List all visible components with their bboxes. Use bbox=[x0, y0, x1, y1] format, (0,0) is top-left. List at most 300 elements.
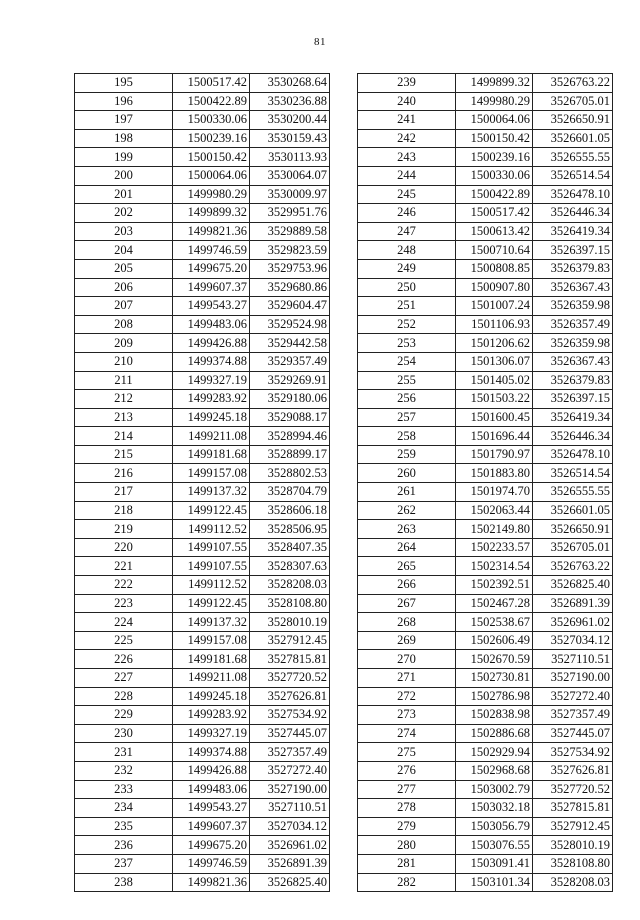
y-coordinate-cell: 3526397.15 bbox=[533, 390, 613, 409]
y-coordinate-cell: 3528307.63 bbox=[250, 557, 330, 576]
x-coordinate-cell: 1499327.19 bbox=[173, 371, 250, 390]
point-number-cell: 238 bbox=[75, 873, 173, 892]
point-number-cell: 217 bbox=[75, 483, 173, 502]
x-coordinate-cell: 1499821.36 bbox=[173, 222, 250, 241]
x-coordinate-cell: 1499107.55 bbox=[173, 557, 250, 576]
y-coordinate-cell: 3528108.80 bbox=[533, 854, 613, 873]
x-coordinate-cell: 1502063.44 bbox=[456, 501, 533, 520]
point-number-cell: 274 bbox=[358, 724, 456, 743]
x-coordinate-cell: 1499181.68 bbox=[173, 650, 250, 669]
point-number-cell: 259 bbox=[358, 445, 456, 464]
x-coordinate-cell: 1499821.36 bbox=[173, 873, 250, 892]
table-row bbox=[358, 854, 613, 873]
y-coordinate-cell: 3526763.22 bbox=[533, 74, 613, 93]
y-coordinate-cell: 3526357.49 bbox=[533, 315, 613, 334]
table-row bbox=[75, 297, 330, 316]
y-coordinate-cell: 3526705.01 bbox=[533, 92, 613, 111]
point-number-cell: 231 bbox=[75, 743, 173, 762]
y-coordinate-cell: 3527357.49 bbox=[533, 706, 613, 725]
point-number-cell: 214 bbox=[75, 427, 173, 446]
table-row bbox=[75, 538, 330, 557]
point-number-cell: 225 bbox=[75, 631, 173, 650]
x-coordinate-cell: 1501790.97 bbox=[456, 445, 533, 464]
point-number-cell: 270 bbox=[358, 650, 456, 669]
point-number-cell: 222 bbox=[75, 576, 173, 595]
y-coordinate-cell: 3527445.07 bbox=[533, 724, 613, 743]
y-coordinate-cell: 3529088.17 bbox=[250, 408, 330, 427]
x-coordinate-cell: 1501696.44 bbox=[456, 427, 533, 446]
x-coordinate-cell: 1503002.79 bbox=[456, 780, 533, 799]
table-row bbox=[75, 334, 330, 353]
x-coordinate-cell: 1503076.55 bbox=[456, 836, 533, 855]
y-coordinate-cell: 3526367.43 bbox=[533, 278, 613, 297]
table-row bbox=[358, 315, 613, 334]
y-coordinate-cell: 3526555.55 bbox=[533, 483, 613, 502]
y-coordinate-cell: 3528010.19 bbox=[533, 836, 613, 855]
x-coordinate-cell: 1499181.68 bbox=[173, 445, 250, 464]
y-coordinate-cell: 3527912.45 bbox=[250, 631, 330, 650]
y-coordinate-cell: 3526419.34 bbox=[533, 222, 613, 241]
table-row bbox=[358, 724, 613, 743]
x-coordinate-cell: 1502606.49 bbox=[456, 631, 533, 650]
y-coordinate-cell: 3527720.52 bbox=[250, 669, 330, 688]
table-row bbox=[75, 483, 330, 502]
point-number-cell: 219 bbox=[75, 520, 173, 539]
x-coordinate-cell: 1500064.06 bbox=[456, 111, 533, 130]
table-row bbox=[75, 390, 330, 409]
table-row bbox=[358, 166, 613, 185]
table-row bbox=[358, 241, 613, 260]
x-coordinate-cell: 1500422.89 bbox=[456, 185, 533, 204]
table-row bbox=[358, 594, 613, 613]
y-coordinate-cell: 3527034.12 bbox=[250, 817, 330, 836]
y-coordinate-cell: 3526446.34 bbox=[533, 427, 613, 446]
x-coordinate-cell: 1499899.32 bbox=[456, 74, 533, 93]
x-coordinate-cell: 1499327.19 bbox=[173, 724, 250, 743]
table-row bbox=[75, 111, 330, 130]
table-row bbox=[358, 799, 613, 818]
x-coordinate-cell: 1501883.80 bbox=[456, 464, 533, 483]
table-row bbox=[358, 650, 613, 669]
point-number-cell: 255 bbox=[358, 371, 456, 390]
y-coordinate-cell: 3527190.00 bbox=[533, 669, 613, 688]
y-coordinate-cell: 3529442.58 bbox=[250, 334, 330, 353]
table-row bbox=[75, 724, 330, 743]
x-coordinate-cell: 1500422.89 bbox=[173, 92, 250, 111]
point-number-cell: 230 bbox=[75, 724, 173, 743]
point-number-cell: 268 bbox=[358, 613, 456, 632]
x-coordinate-cell: 1500710.64 bbox=[456, 241, 533, 260]
x-coordinate-cell: 1499137.32 bbox=[173, 483, 250, 502]
table-row bbox=[358, 501, 613, 520]
x-coordinate-cell: 1503056.79 bbox=[456, 817, 533, 836]
table-row bbox=[75, 743, 330, 762]
table-row bbox=[358, 390, 613, 409]
point-number-cell: 243 bbox=[358, 148, 456, 167]
table-row bbox=[75, 74, 330, 93]
x-coordinate-cell: 1499245.18 bbox=[173, 687, 250, 706]
x-coordinate-cell: 1502467.28 bbox=[456, 594, 533, 613]
x-coordinate-cell: 1502670.59 bbox=[456, 650, 533, 669]
point-number-cell: 198 bbox=[75, 129, 173, 148]
x-coordinate-cell: 1503091.41 bbox=[456, 854, 533, 873]
point-number-cell: 218 bbox=[75, 501, 173, 520]
y-coordinate-cell: 3526891.39 bbox=[533, 594, 613, 613]
y-coordinate-cell: 3526514.54 bbox=[533, 166, 613, 185]
point-number-cell: 240 bbox=[358, 92, 456, 111]
x-coordinate-cell: 1499980.29 bbox=[456, 92, 533, 111]
y-coordinate-cell: 3526891.39 bbox=[250, 854, 330, 873]
point-number-cell: 258 bbox=[358, 427, 456, 446]
x-coordinate-cell: 1500239.16 bbox=[456, 148, 533, 167]
point-number-cell: 272 bbox=[358, 687, 456, 706]
table-row bbox=[358, 576, 613, 595]
y-coordinate-cell: 3529753.96 bbox=[250, 259, 330, 278]
y-coordinate-cell: 3527720.52 bbox=[533, 780, 613, 799]
x-coordinate-cell: 1501600.45 bbox=[456, 408, 533, 427]
x-coordinate-cell: 1499543.27 bbox=[173, 297, 250, 316]
x-coordinate-cell: 1499122.45 bbox=[173, 501, 250, 520]
x-coordinate-cell: 1502968.68 bbox=[456, 761, 533, 780]
y-coordinate-cell: 3528899.17 bbox=[250, 445, 330, 464]
x-coordinate-cell: 1501007.24 bbox=[456, 297, 533, 316]
x-coordinate-cell: 1502838.98 bbox=[456, 706, 533, 725]
x-coordinate-cell: 1500517.42 bbox=[456, 204, 533, 223]
y-coordinate-cell: 3526555.55 bbox=[533, 148, 613, 167]
x-coordinate-cell: 1499157.08 bbox=[173, 464, 250, 483]
x-coordinate-cell: 1500239.16 bbox=[173, 129, 250, 148]
point-number-cell: 215 bbox=[75, 445, 173, 464]
x-coordinate-cell: 1499899.32 bbox=[173, 204, 250, 223]
point-number-cell: 265 bbox=[358, 557, 456, 576]
y-coordinate-cell: 3528506.95 bbox=[250, 520, 330, 539]
table-row bbox=[358, 669, 613, 688]
y-coordinate-cell: 3528407.35 bbox=[250, 538, 330, 557]
coordinates-table-right bbox=[357, 73, 613, 892]
table-row bbox=[75, 576, 330, 595]
table-row bbox=[75, 278, 330, 297]
point-number-cell: 227 bbox=[75, 669, 173, 688]
point-number-cell: 246 bbox=[358, 204, 456, 223]
table-row bbox=[358, 427, 613, 446]
point-number-cell: 263 bbox=[358, 520, 456, 539]
point-number-cell: 276 bbox=[358, 761, 456, 780]
point-number-cell: 273 bbox=[358, 706, 456, 725]
table-row bbox=[75, 501, 330, 520]
x-coordinate-cell: 1499211.08 bbox=[173, 427, 250, 446]
table-row bbox=[75, 780, 330, 799]
point-number-cell: 204 bbox=[75, 241, 173, 260]
table-row bbox=[358, 129, 613, 148]
point-number-cell: 264 bbox=[358, 538, 456, 557]
x-coordinate-cell: 1499112.52 bbox=[173, 576, 250, 595]
y-coordinate-cell: 3526825.40 bbox=[250, 873, 330, 892]
y-coordinate-cell: 3526650.91 bbox=[533, 520, 613, 539]
y-coordinate-cell: 3526379.83 bbox=[533, 371, 613, 390]
y-coordinate-cell: 3528208.03 bbox=[533, 873, 613, 892]
x-coordinate-cell: 1499607.37 bbox=[173, 278, 250, 297]
y-coordinate-cell: 3529357.49 bbox=[250, 352, 330, 371]
point-number-cell: 203 bbox=[75, 222, 173, 241]
table-row bbox=[358, 204, 613, 223]
x-coordinate-cell: 1502730.81 bbox=[456, 669, 533, 688]
table-row bbox=[358, 148, 613, 167]
point-number-cell: 216 bbox=[75, 464, 173, 483]
x-coordinate-cell: 1499483.06 bbox=[173, 315, 250, 334]
y-coordinate-cell: 3526514.54 bbox=[533, 464, 613, 483]
x-coordinate-cell: 1502538.67 bbox=[456, 613, 533, 632]
x-coordinate-cell: 1499374.88 bbox=[173, 352, 250, 371]
point-number-cell: 279 bbox=[358, 817, 456, 836]
x-coordinate-cell: 1499283.92 bbox=[173, 706, 250, 725]
y-coordinate-cell: 3526601.05 bbox=[533, 129, 613, 148]
y-coordinate-cell: 3527815.81 bbox=[533, 799, 613, 818]
point-number-cell: 241 bbox=[358, 111, 456, 130]
table-row bbox=[358, 74, 613, 93]
point-number-cell: 195 bbox=[75, 74, 173, 93]
table-row bbox=[75, 166, 330, 185]
x-coordinate-cell: 1500517.42 bbox=[173, 74, 250, 93]
y-coordinate-cell: 3526763.22 bbox=[533, 557, 613, 576]
x-coordinate-cell: 1499980.29 bbox=[173, 185, 250, 204]
point-number-cell: 245 bbox=[358, 185, 456, 204]
table-row bbox=[358, 185, 613, 204]
y-coordinate-cell: 3528108.80 bbox=[250, 594, 330, 613]
y-coordinate-cell: 3526367.43 bbox=[533, 352, 613, 371]
point-number-cell: 224 bbox=[75, 613, 173, 632]
x-coordinate-cell: 1500064.06 bbox=[173, 166, 250, 185]
table-row bbox=[358, 538, 613, 557]
y-coordinate-cell: 3528208.03 bbox=[250, 576, 330, 595]
point-number-cell: 247 bbox=[358, 222, 456, 241]
x-coordinate-cell: 1499746.59 bbox=[173, 854, 250, 873]
point-number-cell: 262 bbox=[358, 501, 456, 520]
point-number-cell: 252 bbox=[358, 315, 456, 334]
x-coordinate-cell: 1499245.18 bbox=[173, 408, 250, 427]
point-number-cell: 234 bbox=[75, 799, 173, 818]
x-coordinate-cell: 1499426.88 bbox=[173, 761, 250, 780]
x-coordinate-cell: 1500330.06 bbox=[456, 166, 533, 185]
x-coordinate-cell: 1501306.07 bbox=[456, 352, 533, 371]
point-number-cell: 229 bbox=[75, 706, 173, 725]
x-coordinate-cell: 1499675.20 bbox=[173, 259, 250, 278]
y-coordinate-cell: 3526825.40 bbox=[533, 576, 613, 595]
point-number-cell: 223 bbox=[75, 594, 173, 613]
y-coordinate-cell: 3526705.01 bbox=[533, 538, 613, 557]
x-coordinate-cell: 1500150.42 bbox=[456, 129, 533, 148]
point-number-cell: 267 bbox=[358, 594, 456, 613]
point-number-cell: 208 bbox=[75, 315, 173, 334]
table-row bbox=[75, 650, 330, 669]
table-row bbox=[75, 854, 330, 873]
table-row bbox=[75, 204, 330, 223]
table-row bbox=[75, 799, 330, 818]
table-row bbox=[75, 631, 330, 650]
y-coordinate-cell: 3527110.51 bbox=[250, 799, 330, 818]
y-coordinate-cell: 3527190.00 bbox=[250, 780, 330, 799]
table-row bbox=[358, 259, 613, 278]
table-row bbox=[358, 631, 613, 650]
x-coordinate-cell: 1499112.52 bbox=[173, 520, 250, 539]
point-number-cell: 221 bbox=[75, 557, 173, 576]
x-coordinate-cell: 1499374.88 bbox=[173, 743, 250, 762]
table-row bbox=[358, 222, 613, 241]
x-coordinate-cell: 1499283.92 bbox=[173, 390, 250, 409]
y-coordinate-cell: 3528704.79 bbox=[250, 483, 330, 502]
table-row bbox=[358, 687, 613, 706]
table-row bbox=[358, 352, 613, 371]
table-row bbox=[75, 427, 330, 446]
y-coordinate-cell: 3526359.98 bbox=[533, 297, 613, 316]
y-coordinate-cell: 3526961.02 bbox=[250, 836, 330, 855]
y-coordinate-cell: 3528802.53 bbox=[250, 464, 330, 483]
point-number-cell: 228 bbox=[75, 687, 173, 706]
x-coordinate-cell: 1501974.70 bbox=[456, 483, 533, 502]
x-coordinate-cell: 1499746.59 bbox=[173, 241, 250, 260]
y-coordinate-cell: 3528994.46 bbox=[250, 427, 330, 446]
table-row bbox=[358, 557, 613, 576]
point-number-cell: 200 bbox=[75, 166, 173, 185]
y-coordinate-cell: 3527534.92 bbox=[533, 743, 613, 762]
point-number-cell: 277 bbox=[358, 780, 456, 799]
x-coordinate-cell: 1499157.08 bbox=[173, 631, 250, 650]
point-number-cell: 237 bbox=[75, 854, 173, 873]
table-row bbox=[358, 408, 613, 427]
table-row bbox=[358, 297, 613, 316]
table-row bbox=[75, 594, 330, 613]
x-coordinate-cell: 1499122.45 bbox=[173, 594, 250, 613]
x-coordinate-cell: 1499211.08 bbox=[173, 669, 250, 688]
point-number-cell: 207 bbox=[75, 297, 173, 316]
y-coordinate-cell: 3526379.83 bbox=[533, 259, 613, 278]
point-number-cell: 233 bbox=[75, 780, 173, 799]
x-coordinate-cell: 1501405.02 bbox=[456, 371, 533, 390]
table-row bbox=[75, 613, 330, 632]
table-row bbox=[75, 408, 330, 427]
table-row bbox=[358, 445, 613, 464]
table-row bbox=[358, 334, 613, 353]
y-coordinate-cell: 3527357.49 bbox=[250, 743, 330, 762]
table-row bbox=[75, 241, 330, 260]
table-row bbox=[75, 92, 330, 111]
x-coordinate-cell: 1499483.06 bbox=[173, 780, 250, 799]
y-coordinate-cell: 3527912.45 bbox=[533, 817, 613, 836]
table-row bbox=[75, 669, 330, 688]
x-coordinate-cell: 1499675.20 bbox=[173, 836, 250, 855]
coordinates-table-left-body bbox=[75, 74, 330, 892]
table-row bbox=[75, 315, 330, 334]
point-number-cell: 257 bbox=[358, 408, 456, 427]
table-row bbox=[358, 483, 613, 502]
x-coordinate-cell: 1500808.85 bbox=[456, 259, 533, 278]
y-coordinate-cell: 3529604.47 bbox=[250, 297, 330, 316]
y-coordinate-cell: 3528010.19 bbox=[250, 613, 330, 632]
table-row bbox=[75, 222, 330, 241]
point-number-cell: 226 bbox=[75, 650, 173, 669]
y-coordinate-cell: 3527272.40 bbox=[533, 687, 613, 706]
x-coordinate-cell: 1499543.27 bbox=[173, 799, 250, 818]
x-coordinate-cell: 1502233.57 bbox=[456, 538, 533, 557]
table-row bbox=[75, 259, 330, 278]
point-number-cell: 242 bbox=[358, 129, 456, 148]
point-number-cell: 244 bbox=[358, 166, 456, 185]
y-coordinate-cell: 3530064.07 bbox=[250, 166, 330, 185]
y-coordinate-cell: 3526359.98 bbox=[533, 334, 613, 353]
y-coordinate-cell: 3530236.88 bbox=[250, 92, 330, 111]
point-number-cell: 199 bbox=[75, 148, 173, 167]
table-row bbox=[75, 836, 330, 855]
x-coordinate-cell: 1503101.34 bbox=[456, 873, 533, 892]
y-coordinate-cell: 3527815.81 bbox=[250, 650, 330, 669]
point-number-cell: 239 bbox=[358, 74, 456, 93]
y-coordinate-cell: 3527034.12 bbox=[533, 631, 613, 650]
point-number-cell: 281 bbox=[358, 854, 456, 873]
table-row bbox=[75, 445, 330, 464]
x-coordinate-cell: 1500907.80 bbox=[456, 278, 533, 297]
x-coordinate-cell: 1499426.88 bbox=[173, 334, 250, 353]
table-row bbox=[75, 129, 330, 148]
point-number-cell: 253 bbox=[358, 334, 456, 353]
y-coordinate-cell: 3526419.34 bbox=[533, 408, 613, 427]
y-coordinate-cell: 3530159.43 bbox=[250, 129, 330, 148]
y-coordinate-cell: 3526446.34 bbox=[533, 204, 613, 223]
x-coordinate-cell: 1500613.42 bbox=[456, 222, 533, 241]
x-coordinate-cell: 1502886.68 bbox=[456, 724, 533, 743]
table-row bbox=[358, 371, 613, 390]
point-number-cell: 220 bbox=[75, 538, 173, 557]
x-coordinate-cell: 1502392.51 bbox=[456, 576, 533, 595]
point-number-cell: 254 bbox=[358, 352, 456, 371]
table-row bbox=[75, 873, 330, 892]
point-number-cell: 210 bbox=[75, 352, 173, 371]
x-coordinate-cell: 1500330.06 bbox=[173, 111, 250, 130]
table-row bbox=[358, 817, 613, 836]
table-row bbox=[358, 464, 613, 483]
point-number-cell: 212 bbox=[75, 390, 173, 409]
point-number-cell: 261 bbox=[358, 483, 456, 502]
y-coordinate-cell: 3526961.02 bbox=[533, 613, 613, 632]
table-row bbox=[75, 185, 330, 204]
x-coordinate-cell: 1501106.93 bbox=[456, 315, 533, 334]
y-coordinate-cell: 3530200.44 bbox=[250, 111, 330, 130]
table-row bbox=[358, 613, 613, 632]
point-number-cell: 248 bbox=[358, 241, 456, 260]
point-number-cell: 202 bbox=[75, 204, 173, 223]
point-number-cell: 260 bbox=[358, 464, 456, 483]
page-number: 81 bbox=[314, 36, 326, 48]
point-number-cell: 251 bbox=[358, 297, 456, 316]
point-number-cell: 205 bbox=[75, 259, 173, 278]
x-coordinate-cell: 1499137.32 bbox=[173, 613, 250, 632]
point-number-cell: 235 bbox=[75, 817, 173, 836]
y-coordinate-cell: 3529951.76 bbox=[250, 204, 330, 223]
y-coordinate-cell: 3526478.10 bbox=[533, 445, 613, 464]
point-number-cell: 206 bbox=[75, 278, 173, 297]
table-row bbox=[75, 761, 330, 780]
point-number-cell: 201 bbox=[75, 185, 173, 204]
table-row bbox=[358, 761, 613, 780]
y-coordinate-cell: 3527626.81 bbox=[250, 687, 330, 706]
table-row bbox=[75, 371, 330, 390]
point-number-cell: 250 bbox=[358, 278, 456, 297]
x-coordinate-cell: 1502149.80 bbox=[456, 520, 533, 539]
y-coordinate-cell: 3529889.58 bbox=[250, 222, 330, 241]
x-coordinate-cell: 1502314.54 bbox=[456, 557, 533, 576]
point-number-cell: 280 bbox=[358, 836, 456, 855]
y-coordinate-cell: 3526601.05 bbox=[533, 501, 613, 520]
y-coordinate-cell: 3529269.91 bbox=[250, 371, 330, 390]
y-coordinate-cell: 3530268.64 bbox=[250, 74, 330, 93]
